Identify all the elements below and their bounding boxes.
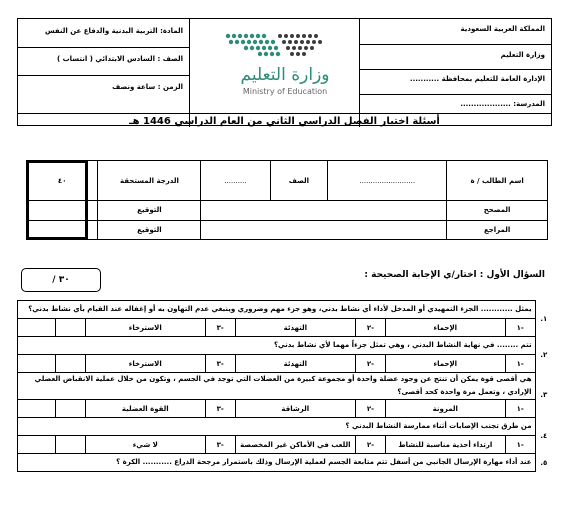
question-stem-row bbox=[18, 337, 553, 355]
question-stem: هي أقصى قوة يمكن أن تنتج عن وجود عضلة واحدة أو مجموعة كبيرة من العضلات التي توجد في الجسم ، وتكون من خلال عملية الانقباض العضلي الإرادي ، وتعمل مرة واحدة كحد أقصى؟ bbox=[18, 373, 536, 400]
student-name-field[interactable]: ......................... bbox=[328, 161, 447, 201]
question-stem-row bbox=[18, 418, 553, 436]
option-text[interactable]: القوة العضلية bbox=[85, 400, 205, 418]
option-number: -٢ bbox=[356, 355, 386, 373]
question-stem: عند أداء مهارة الإرسال الجانبي من أسفل تتم متابعة الجسم لعملية الإرسال وذلك باستمرار مرجحة الذراع ........... الكرة ؟ bbox=[18, 454, 536, 472]
option-text[interactable]: الإحماء bbox=[385, 319, 505, 337]
option-number: -٣ bbox=[205, 319, 235, 337]
ministry-logo-icon bbox=[200, 22, 370, 102]
option-number: -١ bbox=[505, 355, 535, 373]
option-text[interactable]: المرونة bbox=[385, 400, 505, 418]
option-number: -١ bbox=[505, 319, 535, 337]
option-text[interactable]: لا شيء bbox=[85, 436, 205, 454]
subject-label: المادة: التربية البدنية والدفاع عن النفس bbox=[44, 27, 183, 35]
question-stem: تتم ........ في نهاية النشاط البدني ، وهي تمثل جزءاً مهما لأي نشاط بدني؟ bbox=[18, 337, 536, 355]
option-number: -٢ bbox=[356, 436, 386, 454]
question-options-row bbox=[18, 319, 553, 337]
student-info-table bbox=[26, 160, 548, 240]
corrector-label: المصحح bbox=[447, 201, 548, 221]
earned-grade-label: الدرجة المستحقة bbox=[98, 161, 201, 201]
option-number: -١ bbox=[505, 400, 535, 418]
question-stem-row bbox=[18, 373, 553, 400]
student-name-label: اسم الطالب / ة bbox=[447, 161, 548, 201]
logo-arabic-text: وزارة التعليم bbox=[240, 65, 330, 85]
reviewer-label: المراجع bbox=[447, 220, 548, 240]
option-number bbox=[56, 400, 86, 418]
questions-table bbox=[17, 300, 552, 515]
header-right-column bbox=[359, 19, 551, 127]
question-number: ١. bbox=[535, 301, 552, 337]
exam-title: أسئلة اختبار الفصل الدراسي الثاني من العام الدراسي 1446 هـ bbox=[129, 116, 440, 127]
option-text[interactable]: ارتداء أحذية مناسبة للنشاط bbox=[385, 436, 505, 454]
option-text[interactable]: التهدئة bbox=[235, 319, 355, 337]
corrector-field[interactable] bbox=[201, 201, 447, 221]
option-number: -٣ bbox=[205, 400, 235, 418]
option-text[interactable] bbox=[18, 355, 56, 373]
grade-thick-border bbox=[26, 160, 88, 240]
section-score-box: / ٣٠ bbox=[21, 268, 101, 292]
class-field[interactable]: .......... bbox=[201, 161, 270, 201]
option-number: -٣ bbox=[205, 355, 235, 373]
option-text[interactable]: اللعب في الأماكن غير المخصصة bbox=[235, 436, 355, 454]
corrector-signature-label: التوقيع bbox=[98, 201, 201, 221]
question-stem: يمثل ............ الجزء التمهيدي أو المدخل لأداء أي نشاط بدني، وهو جزء مهم وضروري وينبغي عدم التهاون به أو إغفاله عند القيام بأي نشاط بدني؟ bbox=[18, 301, 536, 319]
option-text[interactable] bbox=[18, 400, 56, 418]
option-number bbox=[56, 436, 86, 454]
option-text[interactable]: الاسترخاء bbox=[85, 319, 205, 337]
logo-english-text: Ministry of Education bbox=[242, 87, 328, 96]
reviewer-signature-label: التوقيع bbox=[98, 220, 201, 240]
option-text[interactable]: الرشاقة bbox=[235, 400, 355, 418]
option-number bbox=[56, 355, 86, 373]
option-number: -٣ bbox=[205, 436, 235, 454]
question-number: ٤. bbox=[535, 418, 552, 454]
option-number: -٢ bbox=[356, 319, 386, 337]
question-stem-row bbox=[18, 301, 553, 319]
question-stem: من طرق تجنب الإصابات أثناء ممارسة النشاط البدني ؟ bbox=[18, 418, 536, 436]
option-text[interactable]: التهدئة bbox=[235, 355, 355, 373]
header-left-column bbox=[18, 19, 190, 127]
admin-label: الإدارة العامة للتعليم بمحافظة ........... bbox=[409, 75, 545, 83]
option-number: -١ bbox=[505, 436, 535, 454]
earned-grade-value: ٤٠ bbox=[27, 161, 98, 201]
ministry-label: وزارة التعليم bbox=[500, 51, 545, 59]
option-text[interactable]: الإحماء bbox=[385, 355, 505, 373]
question-number: ٢. bbox=[535, 337, 552, 373]
kingdom-label: المملكة العربية السعودية bbox=[460, 25, 545, 33]
option-text[interactable]: الاسترخاء bbox=[85, 355, 205, 373]
question-stem-row bbox=[18, 454, 553, 472]
question-options-row bbox=[18, 436, 553, 454]
option-number: -٢ bbox=[356, 400, 386, 418]
option-number bbox=[56, 319, 86, 337]
time-label: الزمن : ساعة ونصف bbox=[112, 83, 183, 91]
school-label: المدرسة: ................... bbox=[460, 100, 545, 108]
ministry-logo bbox=[200, 22, 370, 102]
section-title: السؤال الأول : اختار/ي الإجابة الصحيحة : bbox=[364, 270, 545, 280]
question-number: ٥. bbox=[535, 454, 552, 472]
question-options-row bbox=[18, 355, 553, 373]
grade-label: الصف : السادس الابتدائي ( انتساب ) bbox=[56, 55, 183, 63]
question-number: ٣. bbox=[535, 373, 552, 418]
reviewer-field[interactable] bbox=[201, 220, 447, 240]
question-options-row bbox=[18, 400, 553, 418]
option-text[interactable] bbox=[18, 436, 56, 454]
option-text[interactable] bbox=[18, 319, 56, 337]
class-label: الصف bbox=[270, 161, 328, 201]
